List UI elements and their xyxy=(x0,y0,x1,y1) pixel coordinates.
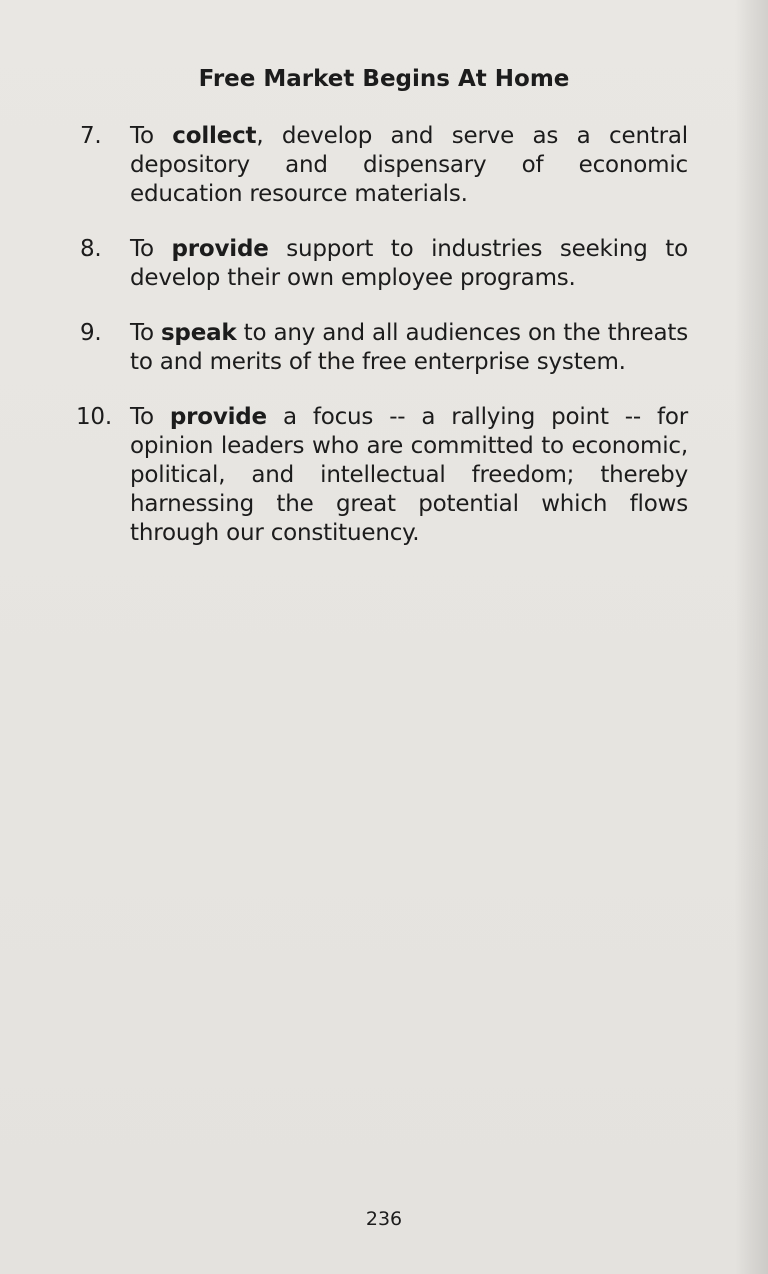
item-keyword: speak xyxy=(160,320,237,346)
page-title: Free Market Begins At Home xyxy=(198,66,570,92)
item-keyword: collect xyxy=(172,123,257,149)
item-text: To collect, develop and serve as a central depository and dispensary of economic education resource materials. xyxy=(130,123,688,207)
page-number: 236 xyxy=(365,1208,403,1230)
item-number: 9. xyxy=(80,320,102,346)
numbered-list xyxy=(76,122,688,574)
item-keyword: provide xyxy=(169,404,267,430)
item-number: 8. xyxy=(80,236,102,262)
item-text: To provide support to industries seeking to develop their own employee programs. xyxy=(130,236,688,291)
item-number: 10. xyxy=(76,404,112,430)
item-keyword: provide xyxy=(171,236,269,262)
list-item xyxy=(80,122,688,209)
list-item xyxy=(80,319,688,377)
item-text: To speak to any and all audiences on the threats to and merits of the free enterprise system. xyxy=(130,320,688,375)
item-number: 7. xyxy=(80,123,102,149)
item-text: To provide a focus -- a rallying point -- for opinion leaders who are committed to economic, political, and intellectual freedom; thereby harnessing the great potential which flows through our constituency. xyxy=(130,404,688,546)
list-item xyxy=(76,403,688,548)
list-item xyxy=(80,235,688,293)
